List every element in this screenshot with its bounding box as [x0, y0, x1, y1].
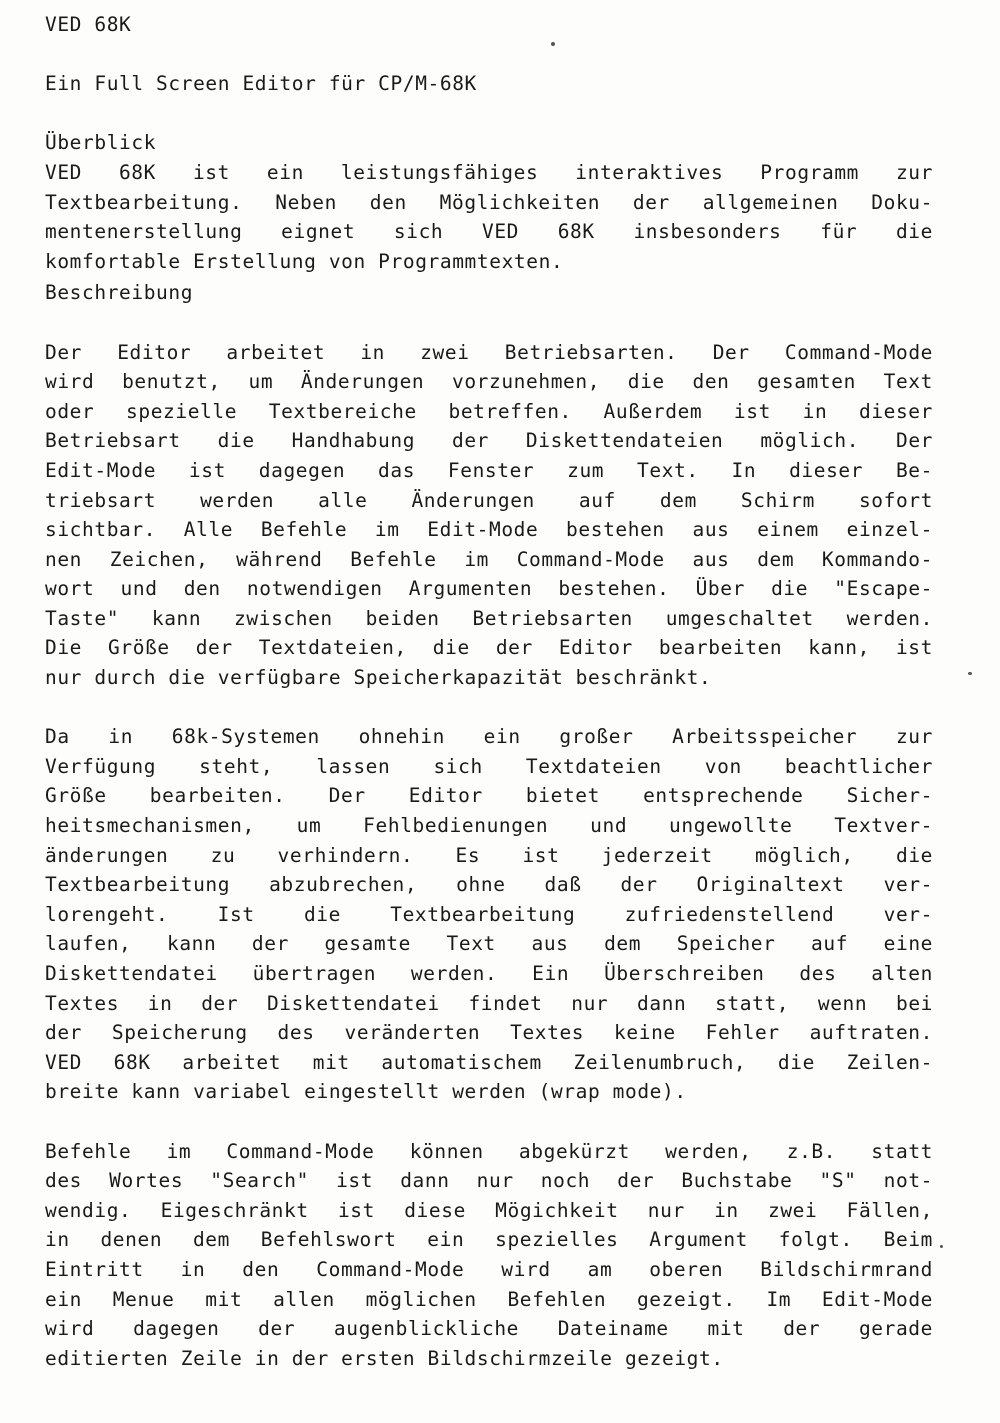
text-line: änderungen zu verhindern. Es ist jederzeit möglich, die	[45, 843, 933, 867]
text-line: Diskettendatei übertragen werden. Ein Überschreiben des alten	[45, 962, 933, 985]
paragraph-befehle	[45, 1137, 933, 1374]
paragraph-betriebsarten	[45, 338, 933, 693]
text-line: oder spezielle Textbereiche betreffen. Außerdem ist in dieser	[45, 399, 933, 423]
text-line: Eintritt in den Command-Mode wird am oberen Bildschirmrand	[45, 1257, 933, 1281]
text-line: lorengeht. Ist die Textbearbeitung zufriedenstellend ver-	[45, 902, 933, 926]
document-title: VED 68K	[45, 13, 132, 36]
text-line: Taste" kann zwischen beiden Betriebsarten umgeschaltet werden.	[45, 606, 933, 630]
text-line: wendig. Eigeschränkt ist diese Mögichkeit nur in zwei Fällen,	[45, 1198, 933, 1222]
text-line: Der Editor arbeitet in zwei Betriebsarten. Der Command-Mode	[45, 340, 933, 364]
scan-speck	[551, 42, 555, 46]
text-line: laufen, kann der gesamte Text aus dem Speicher auf eine	[45, 932, 933, 956]
text-line: Textes in der Diskettendatei findet nur dann statt, wenn bei	[45, 991, 933, 1015]
text-line: in denen dem Befehlswort ein spezielles Argument folgt. Beim	[45, 1228, 933, 1252]
text-line: Edit-Mode ist dagegen das Fenster zum Text. In dieser Be-	[45, 458, 933, 482]
text-line: sichtbar. Alle Befehle im Edit-Mode bestehen aus einem einzel-	[45, 518, 933, 542]
text-line: editierten Zeile in der ersten Bildschirmzeile gezeigt.	[45, 1346, 724, 1370]
scan-speck	[968, 672, 972, 675]
section-heading-beschreibung: Beschreibung	[45, 281, 194, 305]
text-line: Die Größe der Textdateien, die der Editor bearbeiten kann, ist	[45, 636, 933, 660]
text-line: Da in 68k-Systemen ohnehin ein großer Arbeitsspeicher zur	[45, 725, 933, 749]
text-line: des Wortes "Search" ist dann nur noch der Buchstabe "S" not-	[45, 1169, 933, 1193]
text-line: Befehle im Command-Mode können abgekürzt werden, z.B. statt	[45, 1139, 933, 1163]
text-line: breite kann variabel eingestellt werden (wrap mode).	[45, 1080, 687, 1104]
document-body	[45, 10, 933, 1373]
text-line: wort und den notwendigen Argumenten bestehen. Über die "Escape-	[45, 577, 933, 601]
text-line: wird dagegen der augenblickliche Dateiname mit der gerade	[45, 1317, 933, 1341]
paragraph-speicher	[45, 722, 933, 1107]
text-line: triebsart werden alle Änderungen auf dem Schirm sofort	[45, 488, 933, 512]
text-line: Textbearbeitung abzubrechen, ohne daß der Originaltext ver-	[45, 873, 933, 897]
text-line: komfortable Erstellung von Programmtexten.	[45, 249, 564, 273]
text-line: mentenerstellung eignet sich VED 68K insbesonders für die	[45, 220, 933, 244]
text-line: nur durch die verfügbare Speicherkapazität beschränkt.	[45, 666, 712, 690]
text-line: der Speicherung des veränderten Textes keine Fehler auftraten.	[45, 1021, 933, 1045]
text-line: heitsmechanismen, um Fehlbedienungen und ungewollte Textver-	[45, 814, 933, 838]
text-line: VED 68K arbeitet mit automatischem Zeilenumbruch, die Zeilen-	[45, 1050, 933, 1074]
section-heading-ueberblick: Überblick	[45, 131, 157, 155]
document-subtitle: Ein Full Screen Editor für CP/M-68K	[45, 72, 477, 96]
scan-speck	[940, 1245, 943, 1248]
paragraph-ueberblick	[45, 158, 933, 276]
text-line: nen Zeichen, während Befehle im Command-Mode aus dem Kommando-	[45, 547, 933, 571]
text-line: wird benutzt, um Änderungen vorzunehmen, die den gesamten Text	[45, 370, 933, 394]
text-line: Betriebsart die Handhabung der Diskettendateien möglich. Der	[45, 429, 933, 453]
text-line: VED 68K ist ein leistungsfähiges interaktives Programm zur	[45, 160, 933, 184]
text-line: Textbearbeitung. Neben den Möglichkeiten der allgemeinen Doku-	[45, 190, 933, 214]
text-line: Größe bearbeiten. Der Editor bietet entsprechende Sicher-	[45, 784, 933, 808]
text-line: ein Menue mit allen möglichen Befehlen gezeigt. Im Edit-Mode	[45, 1287, 933, 1311]
text-line: Verfügung steht, lassen sich Textdateien von beachtlicher	[45, 754, 933, 778]
